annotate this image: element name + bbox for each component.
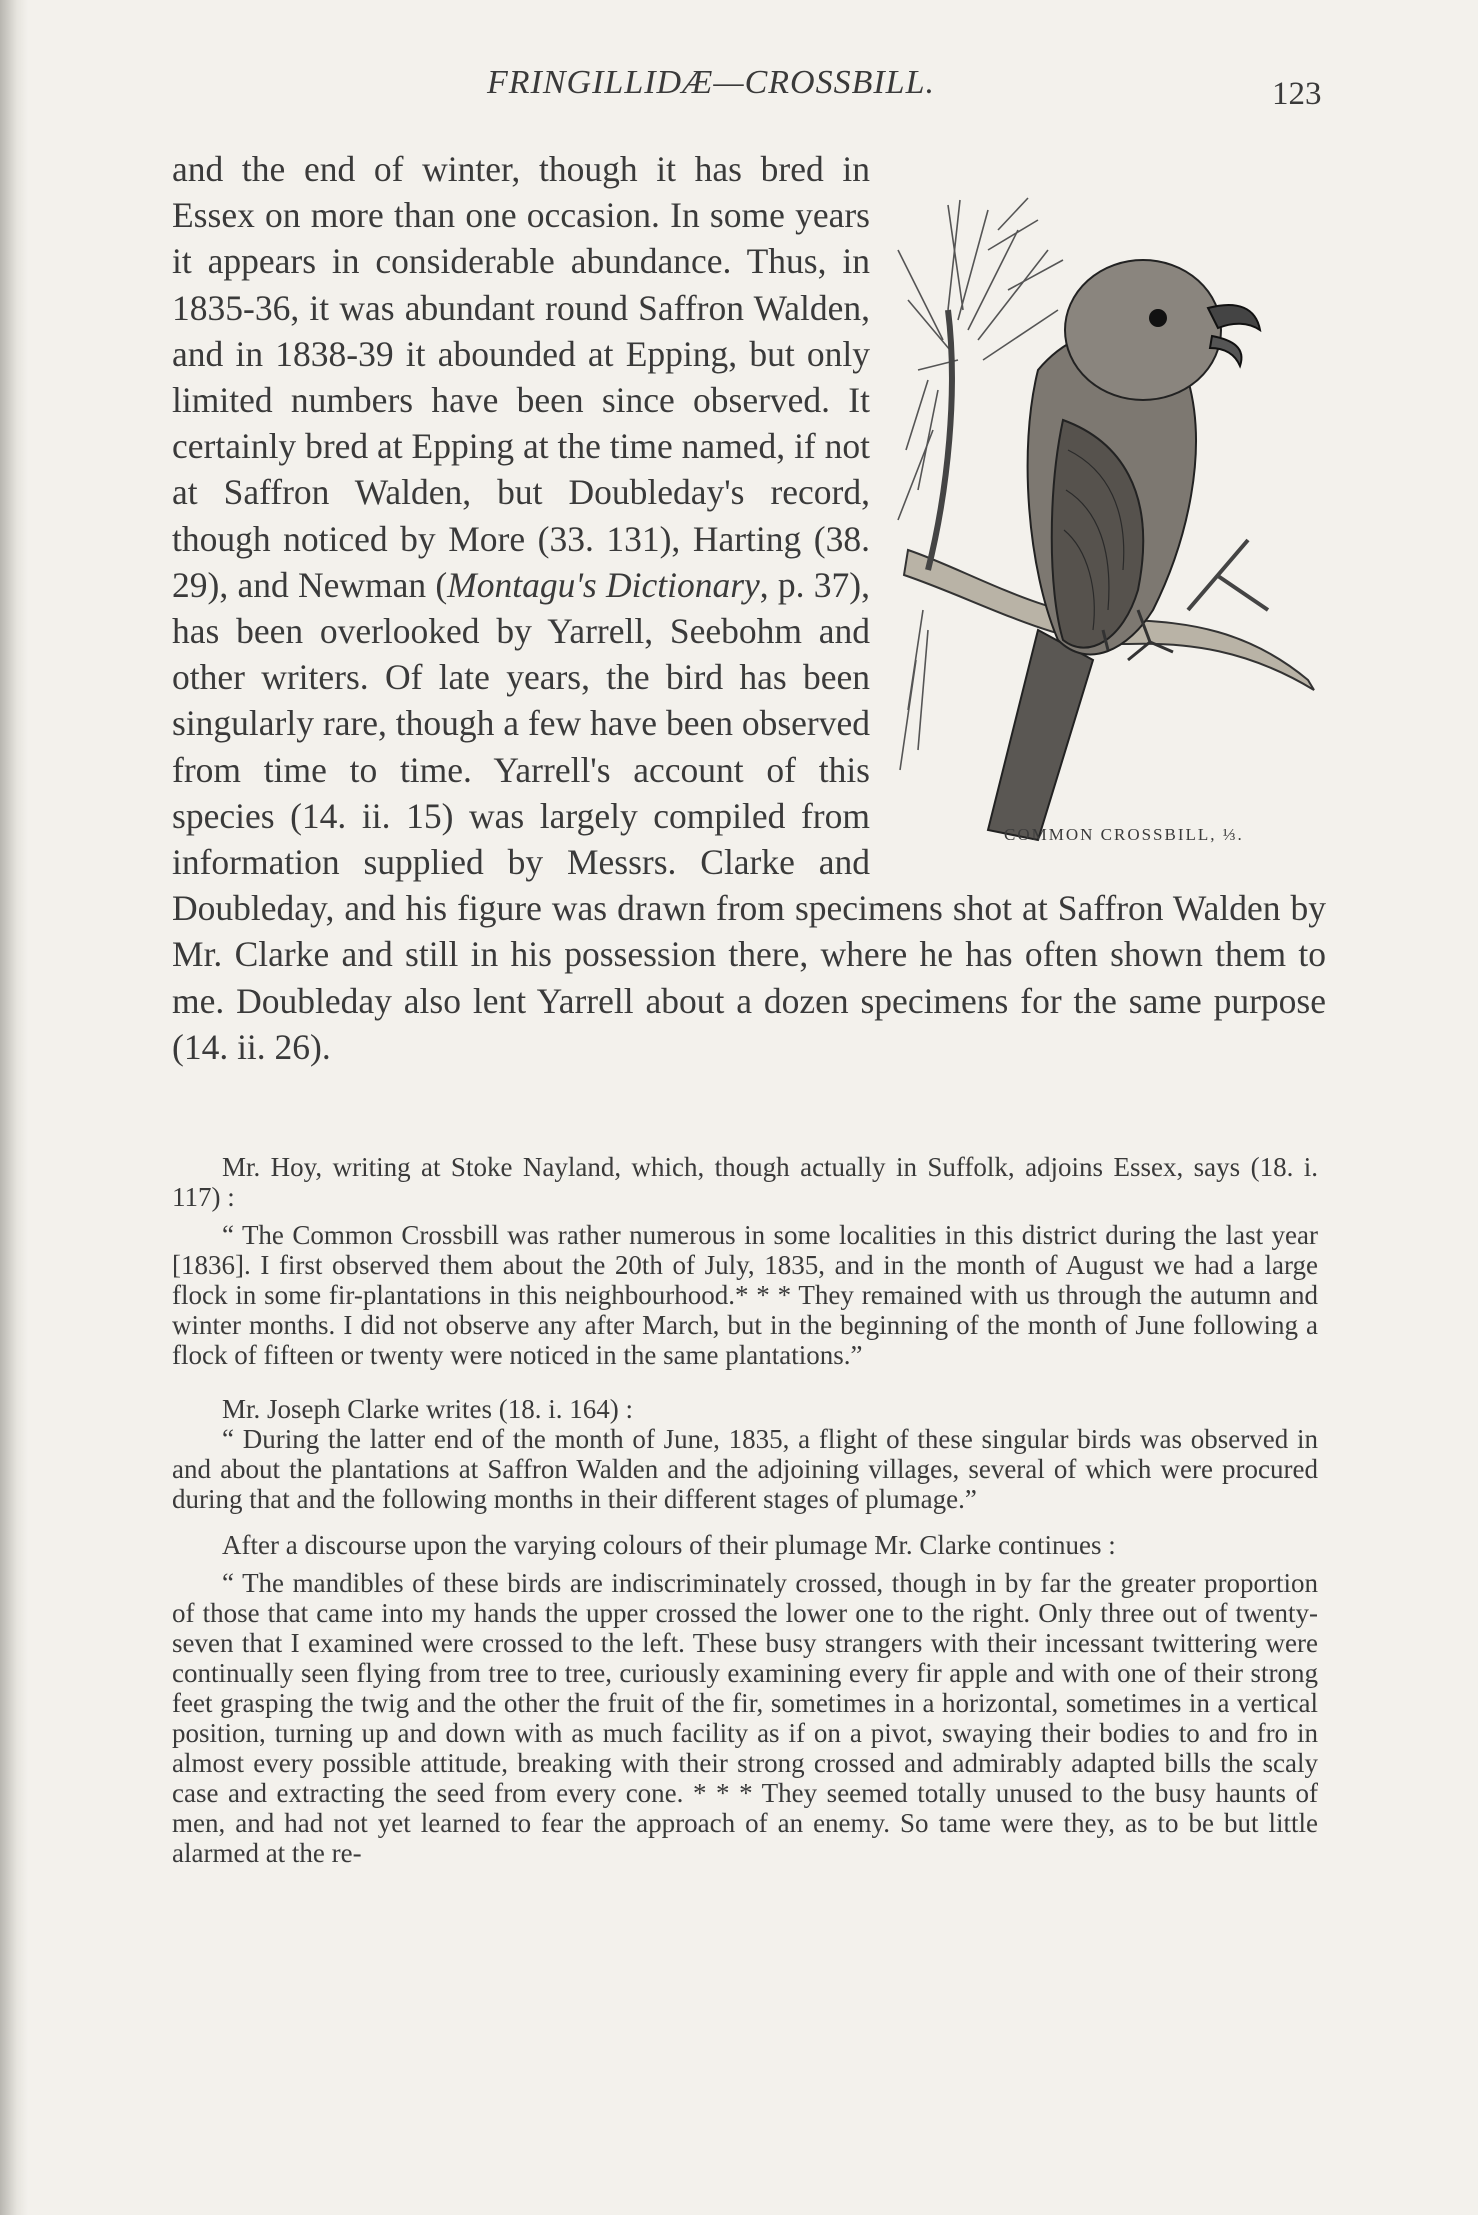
- crossbill-figure: [888, 190, 1348, 876]
- small-print-section: [172, 1152, 1318, 1868]
- main-text-block: [172, 146, 1326, 1070]
- quote-hoy: “ The Common Crossbill was rather numerous in some localities in this district during the last year [1836]. I first observed them about the 20th of July, 1835, and in the month of August we had a large flock in some fir-plantations in this neighbourhood.* * * They remained with us through the autumn and winter months. I did not observe any after March, but in the beginning of the month of June following a flock of fifteen or twenty were noticed in the same plantations.”: [172, 1220, 1318, 1370]
- italic-title: Montagu's Dictionary: [447, 564, 760, 605]
- paragraph-1-part-b: , p. 37), has been overlooked by Yarrell, Seebohm and other writers. Of late years, the bird has been singularly rare, though a few have been observed from time to time. Yarrell's account of this species (14. ii. 15) was largely compiled from information supplied by Messrs. Clarke and Doubleday, and his figure was drawn from specimens shot at Saffron Walden by Mr. Clarke and still in his possession there, where he has often shown them to me. Doubleday also lent Yarrell about a dozen specimens for the same purpose (14. ii. 26).: [172, 564, 1326, 1067]
- page-gutter-shadow: [0, 0, 28, 2215]
- paragraph-3: Mr. Joseph Clarke writes (18. i. 164) :: [222, 1394, 633, 1424]
- paragraph-1-part-a: and the end of winter, though it has bred in Essex on more than one occasion. In some years it appears in considerable abundance. Thus, in 1835-36, it was abundant round Saffron Walden, and in 1838-39 it abounded at Epping, but only limited numbers have been since observed. It certainly bred at Epping at the time named, if not at Saffron Walden, but Doubleday's record, though noticed by More (33. 131), Harting (38. 29), and Newman (: [172, 149, 870, 605]
- paragraph-2: Mr. Hoy, writing at Stoke Nayland, which, though actually in Suffolk, adjoins Essex, says (18. i. 117) :: [172, 1152, 1318, 1212]
- running-head: FRINGILLIDÆ—CROSSBILL.: [487, 64, 935, 101]
- paragraph-4: After a discourse upon the varying colours of their plumage Mr. Clarke continues :: [222, 1530, 1116, 1560]
- quote-clarke-2: “ The mandibles of these birds are indiscriminately crossed, though in by far the greater proportion of those that came into my hands the upper crossed the lower one to the right. Only three out of twenty-seven that I examined were crossed to the left. These busy strangers with their incessant twittering were continually seen flying from tree to tree, curiously examining every fir apple and with one of their strong feet grasping the twig and the other the fruit of the fir, sometimes in a horizontal, sometimes in a vertical position, turning up and down with as much facility as if on a pivot, swaying their bodies to and fro in almost every possible attitude, breaking with their strong crossed and admirably adapted bills the scaly case and extracting the seed from every cone. * * * They seemed totally unused to the busy haunts of men, and had not yet learned to fear the approach of an enemy. So tame were they, as to be but little alarmed at the re-: [172, 1568, 1318, 1868]
- bird-head: [1065, 260, 1221, 400]
- figure-caption: COMMON CROSSBILL, ⅓.: [1004, 824, 1244, 844]
- bird-eye: [1149, 309, 1167, 327]
- page-number: 123: [1272, 76, 1322, 112]
- tail: [988, 630, 1093, 840]
- quote-clarke-1: “ During the latter end of the month of June, 1835, a flight of these singular birds was observed in and about the plantations at Saffron Walden and the adjoining villages, several of which were procured during that and the following months in their different stages of plumage.”: [172, 1424, 1318, 1514]
- crossbill-illustration: [888, 190, 1348, 876]
